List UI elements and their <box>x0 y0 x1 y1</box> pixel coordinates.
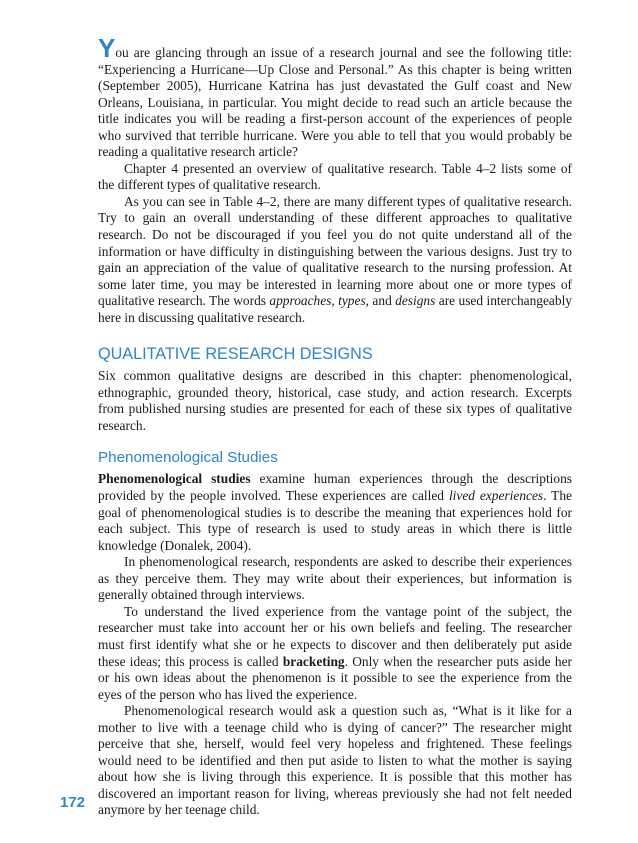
term-phenomenological-studies: Phenomenological studies <box>98 471 251 487</box>
intro-paragraph-2: Chapter 4 presented an overview of qualitative research. Table 4–2 lists some of the different types of qualitative research. <box>98 160 572 193</box>
subsection-paragraph-4: Phenomenological research would ask a question such as, “What is it like for a mother to live with a teenage child who is dying of cancer?” The researcher might perceive that she, herself, would feel very hopeless and frightened. These feelings would need to be identified and then put aside to listen to what the mother is saying about how she is living through this experience. It is possible that this mother has discovered an important reason for living, whereas previously she had not felt needed anymore by her teenage child. <box>98 703 572 818</box>
subsection-paragraph-2: In phenomenological research, respondents are asked to describe their experiences as they perceive them. They may write about their experiences, but information is generally obtained through interviews. <box>98 554 572 603</box>
subsection-paragraph-3 <box>98 604 572 703</box>
drop-cap: Y <box>98 33 116 63</box>
intro-paragraph-1 <box>98 33 572 161</box>
page-body <box>98 33 572 819</box>
intro-p3-text-c: are used interchangeably here in discussing qualitative research. <box>98 293 572 325</box>
subsection-p1-text-b: . The goal of phenomenological studies is to describe the meaning that experiences hold for each subject. This type of research is used to study areas in which there is little knowledge (Donalek, 2004). <box>98 488 572 553</box>
subsection-p3-text-a: To understand the lived experience from the vantage point of the subject, the researcher must take into account her or his own beliefs and feeling. The researcher must first identify what she or he expects to discover and then deliberately put aside these ideas; this process is called <box>98 603 572 669</box>
subsection-p1-text-a: examine human experiences through the descriptions provided by the people involved. These experiences are called <box>98 471 572 504</box>
subsection-p3-text-b: . Only when the researcher puts aside her or his own ideas about the phenomenon is it possible to see the experience from the eyes of the person who has lived the experience. <box>98 653 572 702</box>
intro-p3-text-b: , and <box>365 293 396 309</box>
subsection-heading: Phenomenological Studies <box>98 449 278 467</box>
intro-paragraph-1-text: ou are glancing through an issue of a research journal and see the following title: “Experiencing a Hurricane—Up Close and Personal.” As this chapter is being written (September 2005), Hurricane Katrina has just devastated the Gulf coast and New Orleans, Louisiana, in particular. You might decide to read such an article because the title indicates you will be reading a first-person account of the experiences of people who survived that terrible hurricane. Were you able to tell that you would probably be reading a qualitative research article? <box>98 45 572 160</box>
section-paragraph-1: Six common qualitative designs are described in this chapter: phenomenological, ethnographic, grounded theory, historical, case study, and action research. Excerpts from published nursing studies are presented for each of these six types of qualitative research. <box>98 368 572 433</box>
section-heading: QUALITATIVE RESEARCH DESIGNS <box>98 345 373 364</box>
term-lived-experiences: lived experiences <box>448 488 544 504</box>
intro-p3-text-a: As you can see in Table 4–2, there are many different types of qualitative research. Try to gain an overall understanding of these different approaches to qualitative research. Do not be discouraged if you feel you do not quite understand all of the information or have difficulty in distinguishing between the various designs. Just try to gain an appreciation of the value of qualitative research to the nursing profession. At some later time, you may be interested in learning more about one or more types of qualitative research. The words <box>98 193 572 309</box>
page-number: 172 <box>60 794 86 811</box>
term-bracketing: bracketing <box>282 653 345 669</box>
intro-paragraph-3 <box>98 194 572 326</box>
intro-p3-em-designs: designs <box>395 293 436 309</box>
subsection-paragraph-1 <box>98 471 572 554</box>
intro-p3-em-approaches: approaches, types <box>269 293 366 309</box>
